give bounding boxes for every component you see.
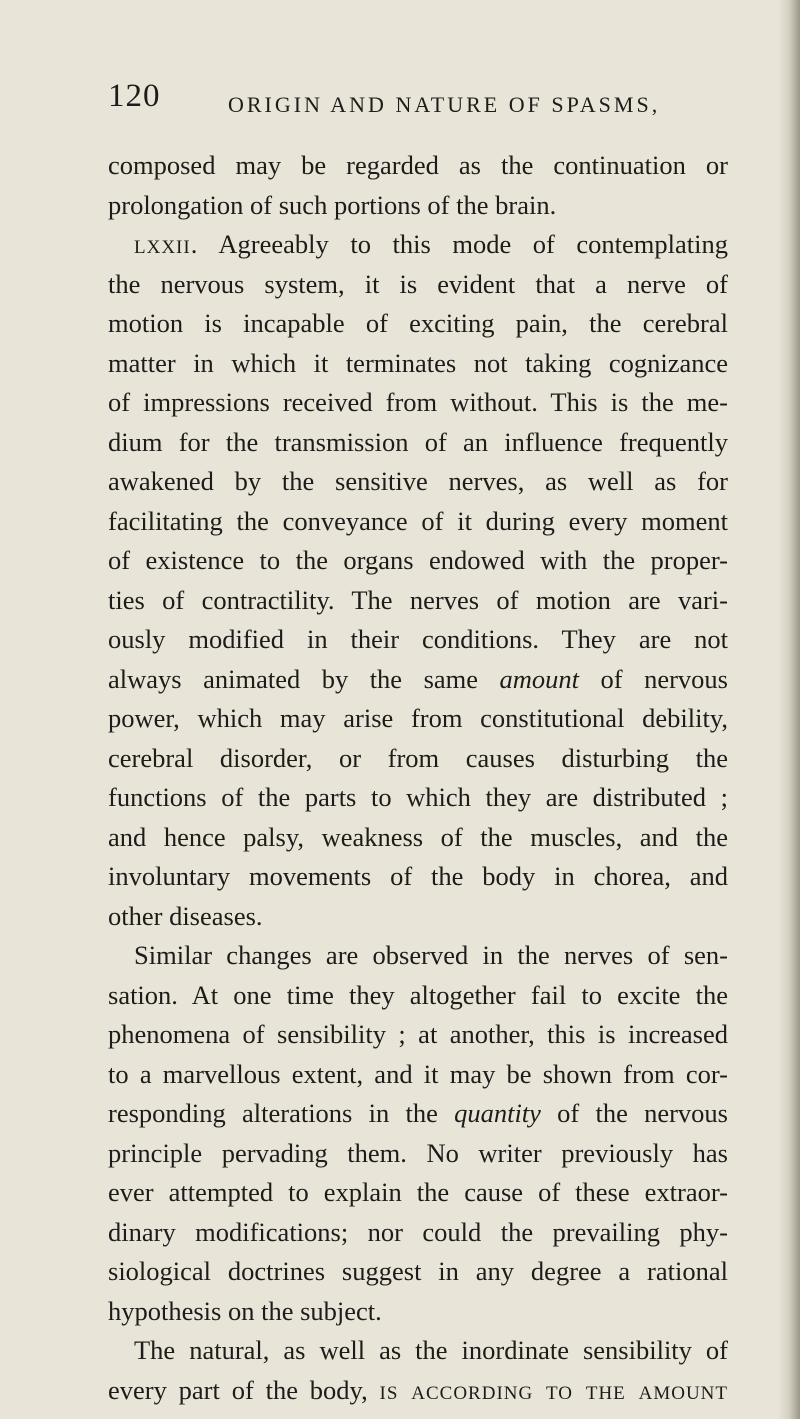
text-line: The natural, as well as the inordinate sensibility of bbox=[134, 1335, 728, 1365]
text-segment: every part of the body, bbox=[108, 1374, 380, 1405]
text-line: and hence palsy, weakness of the muscles, and the bbox=[108, 821, 728, 852]
body-text bbox=[108, 146, 728, 1410]
text-line: to a marvellous extent, and it may be shown from cor- bbox=[108, 1058, 728, 1089]
text-line: principle pervading them. No writer previously has bbox=[108, 1137, 728, 1168]
text-line bbox=[108, 225, 728, 265]
text-line bbox=[108, 1094, 728, 1134]
text-line: dinary modifications; nor could the prevailing phy- bbox=[108, 1216, 728, 1247]
text-line: matter in which it terminates not taking cognizance bbox=[108, 347, 728, 378]
text-line: awakened by the sensitive nerves, as well as for bbox=[108, 466, 728, 496]
text-line: siological doctrines suggest in any degree a rational bbox=[108, 1256, 728, 1286]
text-line: ously modified in their conditions. They are not bbox=[108, 624, 728, 654]
text-line: other diseases. bbox=[108, 900, 263, 931]
small-caps-text: lxxii. bbox=[134, 229, 199, 259]
text-line: sation. At one time they altogether fail to excite the bbox=[108, 979, 728, 1010]
text-segment: of the nervous bbox=[540, 1098, 728, 1128]
text-line: prolongation of such portions of the brain. bbox=[108, 189, 557, 220]
text-line: of existence to the organs endowed with the proper- bbox=[108, 545, 728, 575]
text-segment: of nervous bbox=[579, 663, 728, 694]
emphasized-word: quantity bbox=[454, 1098, 541, 1128]
text-line: Similar changes are observed in the nerves of sen- bbox=[134, 940, 728, 970]
text-line bbox=[108, 1371, 728, 1411]
text-segment: always animated by the same bbox=[108, 663, 500, 694]
text-line: composed may be regarded as the continuation or bbox=[108, 150, 728, 180]
text-line: phenomena of sensibility ; at another, this is increased bbox=[108, 1019, 728, 1049]
text-line: ever attempted to explain the cause of these extraor- bbox=[108, 1177, 728, 1207]
text-line: motion is incapable of exciting pain, the cerebral bbox=[108, 308, 728, 338]
text-line: functions of the parts to which they are distributed ; bbox=[108, 782, 728, 812]
text-line: the nervous system, it is evident that a nerve of bbox=[108, 268, 728, 299]
small-caps-text: is according to the amount bbox=[379, 1374, 728, 1405]
page-number: 120 bbox=[108, 78, 161, 114]
text-segment: responding alterations in the bbox=[108, 1098, 455, 1128]
text-line: hypothesis on the subject. bbox=[108, 1295, 382, 1326]
running-title: ORIGIN AND NATURE OF SPASMS, bbox=[228, 92, 661, 117]
text-line: involuntary movements of the body in chorea, and bbox=[108, 861, 728, 891]
text-line: power, which may arise from constitutional debility, bbox=[108, 703, 728, 733]
text-line: cerebral disorder, or from causes disturbing the bbox=[108, 742, 728, 773]
text-line: of impressions received from without. This is the me- bbox=[108, 387, 728, 417]
page-edge-shadow bbox=[778, 0, 800, 1419]
text-line: ties of contractility. The nerves of motion are vari- bbox=[108, 584, 728, 615]
text-line: facilitating the conveyance of it during every moment bbox=[108, 505, 728, 536]
text-line bbox=[108, 660, 728, 700]
emphasized-word: amount bbox=[499, 663, 580, 694]
text-segment: Agreeably to this mode of contemplating bbox=[198, 229, 728, 259]
text-line: dium for the transmission of an influence frequently bbox=[108, 426, 728, 457]
